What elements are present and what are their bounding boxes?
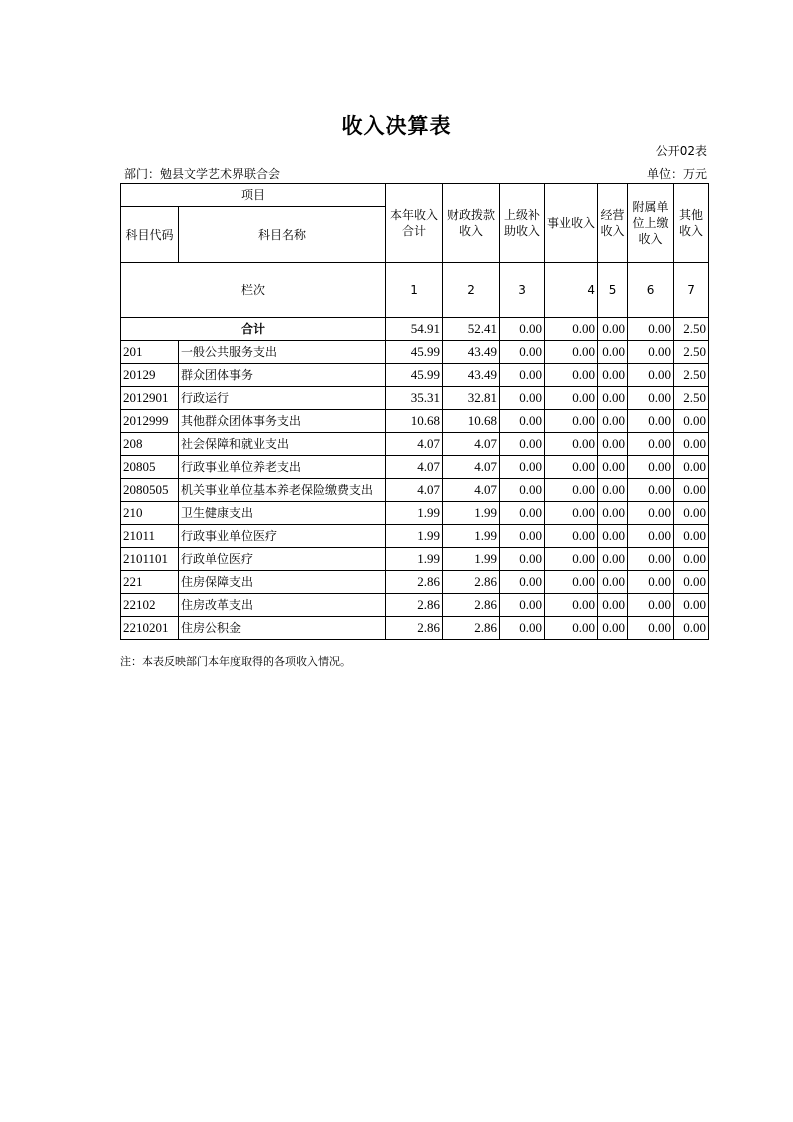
amount-cell: 0.00 [598, 456, 628, 479]
amount-cell: 0.00 [628, 341, 674, 364]
subject-name: 住房改革支出 [179, 594, 386, 617]
subject-code: 2101101 [121, 548, 179, 571]
amount-cell: 1.99 [386, 548, 443, 571]
amount-cell: 1.99 [443, 548, 500, 571]
amount-cell: 0.00 [545, 479, 598, 502]
unit-label: 单位：万元 [646, 167, 707, 181]
total-row [121, 318, 709, 341]
amount-cell: 10.68 [386, 410, 443, 433]
amount-cell: 0.00 [628, 548, 674, 571]
subject-code: 221 [121, 571, 179, 594]
amount-cell: 0.00 [674, 479, 709, 502]
amount-cell: 0.00 [545, 502, 598, 525]
subject-code: 208 [121, 433, 179, 456]
amount-cell: 0.00 [545, 387, 598, 410]
amount-cell: 0.00 [545, 364, 598, 387]
amount-cell: 0.00 [628, 571, 674, 594]
amount-cell: 0.00 [500, 502, 545, 525]
amount-cell: 0.00 [500, 364, 545, 387]
amount-cell: 43.49 [443, 341, 500, 364]
subject-name: 行政事业单位养老支出 [179, 456, 386, 479]
amount-cell: 32.81 [443, 387, 500, 410]
amount-cell: 2.50 [674, 364, 709, 387]
header-total-income: 本年收入合计 [386, 184, 443, 263]
amount-cell: 45.99 [386, 364, 443, 387]
table-row [121, 410, 709, 433]
amount-cell: 0.00 [628, 433, 674, 456]
total-value: 0.00 [598, 318, 628, 341]
amount-cell: 0.00 [598, 617, 628, 640]
amount-cell: 4.07 [443, 479, 500, 502]
header-item: 项目 [121, 184, 386, 207]
subject-code: 210 [121, 502, 179, 525]
amount-cell: 0.00 [598, 341, 628, 364]
header-code: 科目代码 [121, 207, 179, 263]
total-value: 54.91 [386, 318, 443, 341]
col-number: 3 [500, 263, 545, 318]
subject-code: 20805 [121, 456, 179, 479]
header-fiscal-income: 财政拨款收入 [443, 184, 500, 263]
header-operating-income: 经营收入 [598, 184, 628, 263]
income-table [120, 183, 709, 640]
page-title: 收入决算表 [341, 114, 452, 138]
table-row [121, 525, 709, 548]
amount-cell: 4.07 [386, 456, 443, 479]
total-value: 0.00 [545, 318, 598, 341]
amount-cell: 0.00 [500, 341, 545, 364]
amount-cell: 0.00 [674, 433, 709, 456]
amount-cell: 2.86 [443, 617, 500, 640]
amount-cell: 0.00 [500, 387, 545, 410]
amount-cell: 0.00 [500, 525, 545, 548]
table-row [121, 433, 709, 456]
amount-cell: 0.00 [500, 548, 545, 571]
header-name: 科目名称 [179, 207, 386, 263]
subject-code: 2012901 [121, 387, 179, 410]
amount-cell: 4.07 [443, 433, 500, 456]
amount-cell: 0.00 [628, 387, 674, 410]
amount-cell: 0.00 [598, 548, 628, 571]
header-affiliated-income: 附属单位上缴收入 [628, 184, 674, 263]
amount-cell: 0.00 [628, 410, 674, 433]
amount-cell: 1.99 [386, 502, 443, 525]
subject-name: 群众团体事务 [179, 364, 386, 387]
amount-cell: 0.00 [500, 433, 545, 456]
amount-cell: 0.00 [628, 617, 674, 640]
amount-cell: 2.86 [386, 594, 443, 617]
table-row [121, 548, 709, 571]
total-label: 合计 [121, 318, 386, 341]
amount-cell: 0.00 [545, 617, 598, 640]
header-other-income: 其他收入 [674, 184, 709, 263]
table-row [121, 456, 709, 479]
amount-cell: 45.99 [386, 341, 443, 364]
footnote: 注：本表反映部门本年度取得的各项收入情况。 [120, 655, 351, 668]
amount-cell: 0.00 [598, 594, 628, 617]
amount-cell: 0.00 [598, 410, 628, 433]
table-row [121, 571, 709, 594]
total-value: 2.50 [674, 318, 709, 341]
amount-cell: 2.86 [443, 571, 500, 594]
subject-name: 卫生健康支出 [179, 502, 386, 525]
subject-name: 其他群众团体事务支出 [179, 410, 386, 433]
amount-cell: 0.00 [628, 502, 674, 525]
subject-name: 行政单位医疗 [179, 548, 386, 571]
amount-cell: 2.86 [443, 594, 500, 617]
amount-cell: 0.00 [545, 433, 598, 456]
amount-cell: 43.49 [443, 364, 500, 387]
amount-cell: 0.00 [500, 479, 545, 502]
col-number: 7 [674, 263, 709, 318]
col-number: 6 [628, 263, 674, 318]
subject-code: 2210201 [121, 617, 179, 640]
amount-cell: 4.07 [443, 456, 500, 479]
total-value: 0.00 [500, 318, 545, 341]
amount-cell: 0.00 [545, 571, 598, 594]
amount-cell: 0.00 [674, 617, 709, 640]
subject-name: 一般公共服务支出 [179, 341, 386, 364]
table-row [121, 479, 709, 502]
amount-cell: 0.00 [598, 433, 628, 456]
subject-code: 201 [121, 341, 179, 364]
amount-cell: 0.00 [545, 594, 598, 617]
subject-name: 行政事业单位医疗 [179, 525, 386, 548]
subject-code: 22102 [121, 594, 179, 617]
amount-cell: 0.00 [628, 364, 674, 387]
amount-cell: 0.00 [628, 594, 674, 617]
header-lanci: 栏次 [121, 263, 386, 318]
amount-cell: 2.86 [386, 617, 443, 640]
amount-cell: 0.00 [545, 341, 598, 364]
amount-cell: 35.31 [386, 387, 443, 410]
col-number: 4 [545, 263, 598, 318]
amount-cell: 1.99 [386, 525, 443, 548]
amount-cell: 0.00 [598, 387, 628, 410]
amount-cell: 0.00 [500, 456, 545, 479]
amount-cell: 0.00 [674, 410, 709, 433]
header-business-income: 事业收入 [545, 184, 598, 263]
department-label: 部门：勉县文学艺术界联合会 [124, 167, 281, 181]
header-superior-subsidy: 上级补助收入 [500, 184, 545, 263]
amount-cell: 0.00 [545, 525, 598, 548]
table-row [121, 502, 709, 525]
amount-cell: 0.00 [545, 548, 598, 571]
amount-cell: 0.00 [674, 594, 709, 617]
amount-cell: 1.99 [443, 525, 500, 548]
col-number: 1 [386, 263, 443, 318]
amount-cell: 0.00 [500, 571, 545, 594]
amount-cell: 1.99 [443, 502, 500, 525]
col-number: 2 [443, 263, 500, 318]
amount-cell: 0.00 [598, 571, 628, 594]
total-value: 52.41 [443, 318, 500, 341]
form-number: 公开02表 [655, 144, 707, 158]
subject-name: 住房公积金 [179, 617, 386, 640]
amount-cell: 2.86 [386, 571, 443, 594]
table-row [121, 364, 709, 387]
amount-cell: 0.00 [628, 456, 674, 479]
subject-code: 2080505 [121, 479, 179, 502]
col-number: 5 [598, 263, 628, 318]
amount-cell: 0.00 [500, 410, 545, 433]
amount-cell: 0.00 [628, 525, 674, 548]
amount-cell: 0.00 [674, 525, 709, 548]
amount-cell: 10.68 [443, 410, 500, 433]
total-value: 0.00 [628, 318, 674, 341]
table-row [121, 594, 709, 617]
subject-name: 机关事业单位基本养老保险缴费支出 [179, 479, 386, 502]
table-row [121, 617, 709, 640]
amount-cell: 0.00 [500, 594, 545, 617]
subject-code: 2012999 [121, 410, 179, 433]
amount-cell: 0.00 [674, 456, 709, 479]
amount-cell: 0.00 [598, 502, 628, 525]
table-row [121, 387, 709, 410]
amount-cell: 0.00 [628, 479, 674, 502]
subject-name: 社会保障和就业支出 [179, 433, 386, 456]
amount-cell: 0.00 [545, 410, 598, 433]
amount-cell: 0.00 [545, 456, 598, 479]
table-row [121, 341, 709, 364]
amount-cell: 0.00 [674, 571, 709, 594]
amount-cell: 2.50 [674, 341, 709, 364]
subject-name: 行政运行 [179, 387, 386, 410]
subject-code: 21011 [121, 525, 179, 548]
subject-code: 20129 [121, 364, 179, 387]
amount-cell: 0.00 [674, 548, 709, 571]
amount-cell: 4.07 [386, 433, 443, 456]
amount-cell: 0.00 [598, 525, 628, 548]
amount-cell: 2.50 [674, 387, 709, 410]
amount-cell: 4.07 [386, 479, 443, 502]
amount-cell: 0.00 [598, 364, 628, 387]
subject-name: 住房保障支出 [179, 571, 386, 594]
amount-cell: 0.00 [674, 502, 709, 525]
amount-cell: 0.00 [598, 479, 628, 502]
amount-cell: 0.00 [500, 617, 545, 640]
